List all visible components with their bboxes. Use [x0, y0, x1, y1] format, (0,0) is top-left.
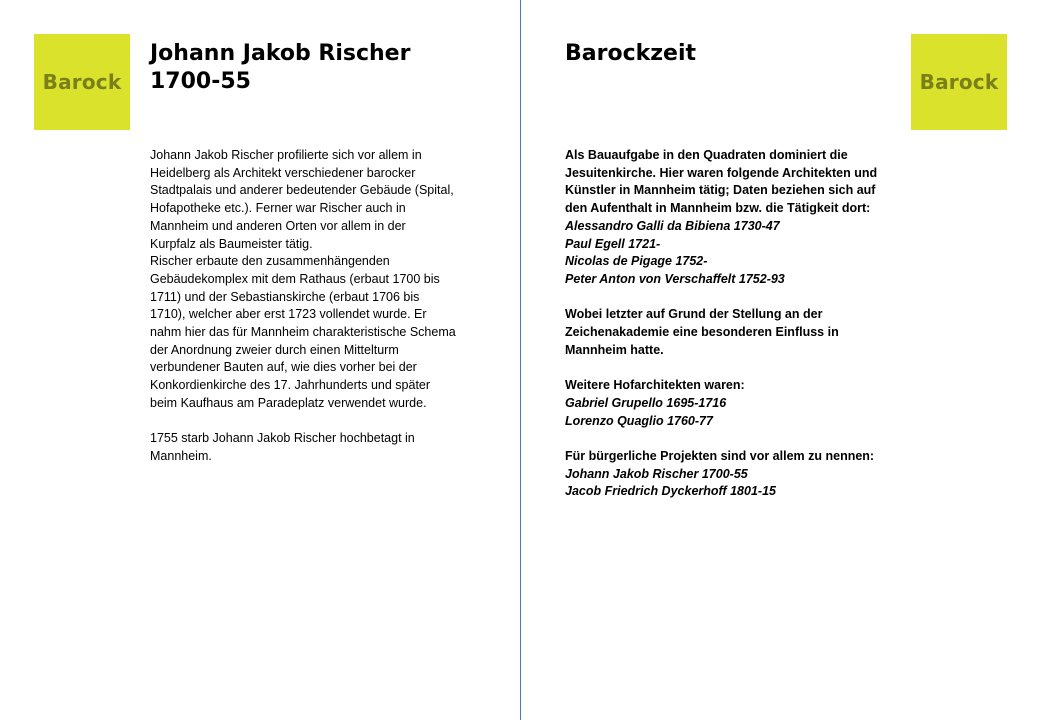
architect-entry: Lorenzo Quaglio 1760-77: [565, 413, 713, 428]
text-line: Hofapotheke etc.). Ferner war Rischer auch in: [150, 201, 406, 216]
architect-entry: Peter Anton von Verschaffelt 1752-93: [565, 271, 785, 286]
text-line: der Anordnung zweier durch einen Mittelturm: [150, 342, 399, 357]
text-line: Mannheim.: [150, 448, 212, 463]
text-line: Kurpfalz als Baumeister tätig.: [150, 236, 313, 251]
architect-entry: Paul Egell 1721-: [565, 236, 661, 251]
page-divider: [520, 0, 521, 720]
architect-entry: Jacob Friedrich Dyckerhoff 1801-15: [565, 484, 776, 499]
text-line: Stadtpalais und anderer bedeutender Gebäude (Spital,: [150, 183, 454, 198]
text-line: Jesuitenkirche. Hier waren folgende Architekten und: [565, 165, 878, 180]
text-line: Johann Jakob Rischer profilierte sich vor allem in: [150, 148, 422, 162]
badge-barock-left: Barock: [34, 34, 130, 130]
badge-barock-right: Barock: [911, 34, 1007, 130]
architect-entry: Alessandro Galli da Bibiena 1730-47: [565, 218, 780, 233]
right-body-text: [565, 147, 895, 501]
text-line: Konkordienkirche des 17. Jahrhunderts und später: [150, 378, 431, 393]
title-dates: 1700-55: [150, 69, 251, 94]
text-line: Mannheim und anderen Orten vor allem in der: [150, 218, 406, 233]
left-body-text: [150, 147, 488, 466]
text-line: nahm hier das für Mannheim charakteristische Schema: [150, 325, 456, 340]
text-line: verbundener Bauten auf, wie dies vorher bei der: [150, 360, 417, 375]
text-line: den Aufenthalt in Mannheim bzw. die Tätigkeit dort:: [565, 201, 871, 216]
text-line: 1710), welcher aber erst 1723 vollendet wurde. Er: [150, 307, 427, 322]
text-line: Mannheim hatte.: [565, 342, 664, 357]
left-page-title: [150, 40, 490, 96]
civic-projects-heading: Für bürgerliche Projekten sind vor allem zu nennen:: [565, 448, 875, 463]
architect-entry: Johann Jakob Rischer 1700-55: [565, 466, 748, 481]
right-page-title: Barockzeit: [565, 41, 697, 66]
architect-entry: Gabriel Grupello 1695-1716: [565, 395, 727, 410]
paragraph-gap: [565, 289, 895, 307]
paragraph-gap: [565, 430, 895, 448]
text-line: Heidelberg als Architekt verschiedener barocker: [150, 165, 416, 180]
text-line: 1755 starb Johann Jakob Rischer hochbetagt in: [150, 431, 415, 446]
court-architects-heading: Weitere Hofarchitekten waren:: [565, 378, 745, 393]
paragraph-gap: [565, 359, 895, 377]
architect-entry: Nicolas de Pigage 1752-: [565, 254, 708, 269]
text-line: 1711) und der Sebastianskirche (erbaut 1706 bis: [150, 289, 420, 304]
text-line: Wobei letzter auf Grund der Stellung an der: [565, 307, 823, 322]
text-line: Rischer erbaute den zusammenhängenden: [150, 254, 390, 269]
paragraph-gap: [150, 413, 488, 431]
text-line: Zeichenakademie eine besonderen Einfluss in: [565, 325, 839, 340]
text-line: Künstler in Mannheim tätig; Daten beziehen sich auf: [565, 183, 876, 198]
text-line: beim Kaufhaus am Paradeplatz verwendet wurde.: [150, 395, 427, 410]
text-line: Gebäudekomplex mit dem Rathaus (erbaut 1700 bis: [150, 271, 440, 286]
title-name: Johann Jakob Rischer: [150, 41, 411, 66]
text-line: Als Bauaufgabe in den Quadraten dominiert die: [565, 148, 848, 162]
